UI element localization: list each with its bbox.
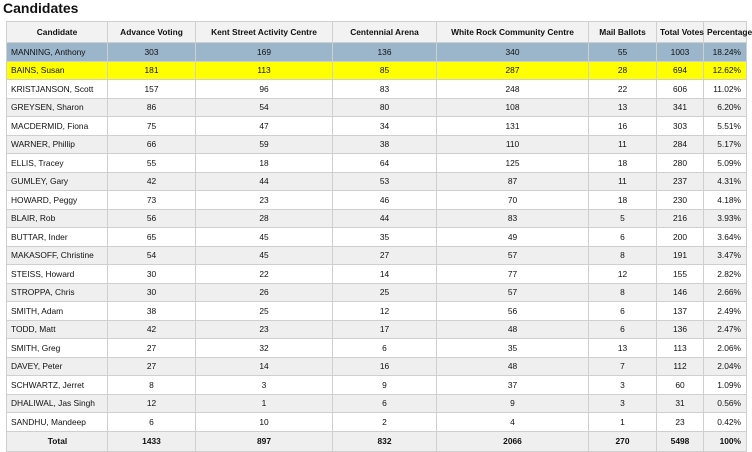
table-row — [7, 302, 747, 321]
candidate-name: KRISTJANSON, Scott — [7, 80, 108, 99]
column-header-centennial-arena: Centennial Arena — [333, 22, 437, 43]
total-votes-cell: 303 — [657, 117, 704, 136]
percentage-cell: 12.62% — [704, 61, 747, 80]
total-advance-voting: 1433 — [108, 431, 196, 451]
total-votes-cell: 137 — [657, 302, 704, 321]
mail-ballots-cell: 1 — [589, 413, 657, 432]
column-header-kent-street: Kent Street Activity Centre — [196, 22, 333, 43]
candidate-name: SMITH, Adam — [7, 302, 108, 321]
candidate-name: GUMLEY, Gary — [7, 172, 108, 191]
percentage-cell: 2.04% — [704, 357, 747, 376]
total-votes-cell: 112 — [657, 357, 704, 376]
total-votes-cell: 31 — [657, 394, 704, 413]
table-row — [7, 376, 747, 395]
percentage-cell: 6.20% — [704, 98, 747, 117]
total-votes-cell: 191 — [657, 246, 704, 265]
candidate-name: SCHWARTZ, Jerret — [7, 376, 108, 395]
table-row — [7, 228, 747, 247]
column-header-total-votes: Total Votes — [657, 22, 704, 43]
table-row — [7, 154, 747, 173]
mail-ballots-cell: 18 — [589, 154, 657, 173]
advance-voting-cell: 6 — [108, 413, 196, 432]
candidate-name: TODD, Matt — [7, 320, 108, 339]
table-footer — [7, 431, 747, 451]
candidate-name: WARNER, Phillip — [7, 135, 108, 154]
percentage-cell: 5.17% — [704, 135, 747, 154]
percentage-cell: 11.02% — [704, 80, 747, 99]
total-votes-cell: 216 — [657, 209, 704, 228]
white-rock-cell: 77 — [437, 265, 589, 284]
centennial-arena-cell: 6 — [333, 339, 437, 358]
white-rock-cell: 4 — [437, 413, 589, 432]
centennial-arena-cell: 38 — [333, 135, 437, 154]
advance-voting-cell: 303 — [108, 43, 196, 62]
advance-voting-cell: 30 — [108, 265, 196, 284]
advance-voting-cell: 86 — [108, 98, 196, 117]
kent-street-cell: 14 — [196, 357, 333, 376]
white-rock-cell: 56 — [437, 302, 589, 321]
advance-voting-cell: 27 — [108, 339, 196, 358]
percentage-cell: 2.06% — [704, 339, 747, 358]
table-row — [7, 43, 747, 62]
total-votes-cell: 60 — [657, 376, 704, 395]
advance-voting-cell: 42 — [108, 172, 196, 191]
advance-voting-cell: 157 — [108, 80, 196, 99]
table-row — [7, 283, 747, 302]
candidate-name: STROPPA, Chris — [7, 283, 108, 302]
candidate-name: BAINS, Susan — [7, 61, 108, 80]
column-header-candidate: Candidate — [7, 22, 108, 43]
white-rock-cell: 340 — [437, 43, 589, 62]
kent-street-cell: 54 — [196, 98, 333, 117]
centennial-arena-cell: 83 — [333, 80, 437, 99]
total-percentage: 100% — [704, 431, 747, 451]
white-rock-cell: 37 — [437, 376, 589, 395]
table-row — [7, 191, 747, 210]
white-rock-cell: 48 — [437, 357, 589, 376]
mail-ballots-cell: 5 — [589, 209, 657, 228]
table-row — [7, 61, 747, 80]
white-rock-cell: 70 — [437, 191, 589, 210]
mail-ballots-cell: 13 — [589, 98, 657, 117]
table-row — [7, 117, 747, 136]
total-white-rock: 2066 — [437, 431, 589, 451]
table-header — [7, 22, 752, 43]
table-row — [7, 209, 747, 228]
table-row — [7, 265, 747, 284]
centennial-arena-cell: 85 — [333, 61, 437, 80]
kent-street-cell: 10 — [196, 413, 333, 432]
kent-street-cell: 169 — [196, 43, 333, 62]
total-votes-cell: 694 — [657, 61, 704, 80]
percentage-cell: 3.47% — [704, 246, 747, 265]
candidate-name: ELLIS, Tracey — [7, 154, 108, 173]
advance-voting-cell: 75 — [108, 117, 196, 136]
total-votes-cell: 155 — [657, 265, 704, 284]
candidate-name: SANDHU, Mandeep — [7, 413, 108, 432]
column-header-percentage: Percentage — [704, 22, 747, 43]
candidate-name: SMITH, Greg — [7, 339, 108, 358]
percentage-cell: 3.93% — [704, 209, 747, 228]
table-row — [7, 320, 747, 339]
centennial-arena-cell: 14 — [333, 265, 437, 284]
table-row — [7, 357, 747, 376]
mail-ballots-cell: 3 — [589, 394, 657, 413]
candidate-name: BUTTAR, Inder — [7, 228, 108, 247]
mail-ballots-cell: 11 — [589, 135, 657, 154]
column-header-white-rock: White Rock Community Centre — [437, 22, 589, 43]
total-votes-cell: 113 — [657, 339, 704, 358]
total-centennial-arena: 832 — [333, 431, 437, 451]
table-row — [7, 394, 747, 413]
mail-ballots-cell: 12 — [589, 265, 657, 284]
mail-ballots-cell: 18 — [589, 191, 657, 210]
centennial-arena-cell: 9 — [333, 376, 437, 395]
kent-street-cell: 26 — [196, 283, 333, 302]
centennial-arena-cell: 53 — [333, 172, 437, 191]
total-row — [7, 431, 747, 451]
kent-street-cell: 45 — [196, 228, 333, 247]
total-votes-cell: 237 — [657, 172, 704, 191]
kent-street-cell: 3 — [196, 376, 333, 395]
total-total-votes: 5498 — [657, 431, 704, 451]
centennial-arena-cell: 35 — [333, 228, 437, 247]
centennial-arena-cell: 2 — [333, 413, 437, 432]
total-votes-cell: 230 — [657, 191, 704, 210]
candidate-name: HOWARD, Peggy — [7, 191, 108, 210]
candidate-name: MANNING, Anthony — [7, 43, 108, 62]
total-votes-cell: 136 — [657, 320, 704, 339]
total-votes-cell: 146 — [657, 283, 704, 302]
total-votes-cell: 341 — [657, 98, 704, 117]
percentage-cell: 2.66% — [704, 283, 747, 302]
advance-voting-cell: 55 — [108, 154, 196, 173]
kent-street-cell: 45 — [196, 246, 333, 265]
total-votes-cell: 200 — [657, 228, 704, 247]
kent-street-cell: 23 — [196, 191, 333, 210]
total-kent-street: 897 — [196, 431, 333, 451]
white-rock-cell: 248 — [437, 80, 589, 99]
centennial-arena-cell: 16 — [333, 357, 437, 376]
candidate-name: DAVEY, Peter — [7, 357, 108, 376]
kent-street-cell: 23 — [196, 320, 333, 339]
percentage-cell: 0.56% — [704, 394, 747, 413]
kent-street-cell: 44 — [196, 172, 333, 191]
percentage-cell: 1.09% — [704, 376, 747, 395]
candidates-table — [6, 21, 752, 452]
white-rock-cell: 131 — [437, 117, 589, 136]
page-title: Candidates — [3, 0, 79, 16]
table-row — [7, 246, 747, 265]
mail-ballots-cell: 6 — [589, 320, 657, 339]
mail-ballots-cell: 55 — [589, 43, 657, 62]
mail-ballots-cell: 6 — [589, 302, 657, 321]
percentage-cell: 2.47% — [704, 320, 747, 339]
mail-ballots-cell: 3 — [589, 376, 657, 395]
centennial-arena-cell: 6 — [333, 394, 437, 413]
centennial-arena-cell: 27 — [333, 246, 437, 265]
white-rock-cell: 35 — [437, 339, 589, 358]
advance-voting-cell: 181 — [108, 61, 196, 80]
candidate-name: STEISS, Howard — [7, 265, 108, 284]
percentage-cell: 0.42% — [704, 413, 747, 432]
percentage-cell: 4.18% — [704, 191, 747, 210]
advance-voting-cell: 8 — [108, 376, 196, 395]
total-label: Total — [7, 431, 108, 451]
percentage-cell: 3.64% — [704, 228, 747, 247]
advance-voting-cell: 12 — [108, 394, 196, 413]
kent-street-cell: 32 — [196, 339, 333, 358]
white-rock-cell: 87 — [437, 172, 589, 191]
table-body — [7, 43, 747, 432]
candidate-name: BLAIR, Rob — [7, 209, 108, 228]
centennial-arena-cell: 46 — [333, 191, 437, 210]
kent-street-cell: 1 — [196, 394, 333, 413]
white-rock-cell: 48 — [437, 320, 589, 339]
total-votes-cell: 280 — [657, 154, 704, 173]
percentage-cell: 5.09% — [704, 154, 747, 173]
mail-ballots-cell: 16 — [589, 117, 657, 136]
white-rock-cell: 57 — [437, 283, 589, 302]
total-mail-ballots: 270 — [589, 431, 657, 451]
table-row — [7, 413, 747, 432]
percentage-cell: 18.24% — [704, 43, 747, 62]
advance-voting-cell: 42 — [108, 320, 196, 339]
total-votes-cell: 606 — [657, 80, 704, 99]
centennial-arena-cell: 44 — [333, 209, 437, 228]
white-rock-cell: 9 — [437, 394, 589, 413]
mail-ballots-cell: 11 — [589, 172, 657, 191]
table-row — [7, 339, 747, 358]
advance-voting-cell: 38 — [108, 302, 196, 321]
kent-street-cell: 59 — [196, 135, 333, 154]
total-votes-cell: 23 — [657, 413, 704, 432]
kent-street-cell: 113 — [196, 61, 333, 80]
white-rock-cell: 125 — [437, 154, 589, 173]
advance-voting-cell: 27 — [108, 357, 196, 376]
candidate-name: MAKASOFF, Christine — [7, 246, 108, 265]
mail-ballots-cell: 22 — [589, 80, 657, 99]
white-rock-cell: 108 — [437, 98, 589, 117]
centennial-arena-cell: 25 — [333, 283, 437, 302]
white-rock-cell: 57 — [437, 246, 589, 265]
kent-street-cell: 25 — [196, 302, 333, 321]
table-row — [7, 98, 747, 117]
candidate-name: DHALIWAL, Jas Singh — [7, 394, 108, 413]
centennial-arena-cell: 80 — [333, 98, 437, 117]
centennial-arena-cell: 34 — [333, 117, 437, 136]
percentage-cell: 2.82% — [704, 265, 747, 284]
candidate-name: GREYSEN, Sharon — [7, 98, 108, 117]
table-row — [7, 135, 747, 154]
advance-voting-cell: 65 — [108, 228, 196, 247]
total-votes-cell: 284 — [657, 135, 704, 154]
mail-ballots-cell: 7 — [589, 357, 657, 376]
mail-ballots-cell: 28 — [589, 61, 657, 80]
kent-street-cell: 18 — [196, 154, 333, 173]
kent-street-cell: 47 — [196, 117, 333, 136]
kent-street-cell: 28 — [196, 209, 333, 228]
advance-voting-cell: 54 — [108, 246, 196, 265]
advance-voting-cell: 66 — [108, 135, 196, 154]
centennial-arena-cell: 12 — [333, 302, 437, 321]
advance-voting-cell: 73 — [108, 191, 196, 210]
mail-ballots-cell: 13 — [589, 339, 657, 358]
advance-voting-cell: 56 — [108, 209, 196, 228]
table-row — [7, 80, 747, 99]
advance-voting-cell: 30 — [108, 283, 196, 302]
centennial-arena-cell: 136 — [333, 43, 437, 62]
total-votes-cell: 1003 — [657, 43, 704, 62]
white-rock-cell: 110 — [437, 135, 589, 154]
percentage-cell: 2.49% — [704, 302, 747, 321]
white-rock-cell: 83 — [437, 209, 589, 228]
column-header-advance-voting: Advance Voting — [108, 22, 196, 43]
kent-street-cell: 22 — [196, 265, 333, 284]
centennial-arena-cell: 64 — [333, 154, 437, 173]
centennial-arena-cell: 17 — [333, 320, 437, 339]
percentage-cell: 4.31% — [704, 172, 747, 191]
kent-street-cell: 96 — [196, 80, 333, 99]
table-row — [7, 172, 747, 191]
white-rock-cell: 49 — [437, 228, 589, 247]
header-row — [7, 22, 747, 43]
mail-ballots-cell: 8 — [589, 283, 657, 302]
candidate-name: MACDERMID, Fiona — [7, 117, 108, 136]
percentage-cell: 5.51% — [704, 117, 747, 136]
white-rock-cell: 287 — [437, 61, 589, 80]
column-header-mail-ballots: Mail Ballots — [589, 22, 657, 43]
mail-ballots-cell: 6 — [589, 228, 657, 247]
mail-ballots-cell: 8 — [589, 246, 657, 265]
